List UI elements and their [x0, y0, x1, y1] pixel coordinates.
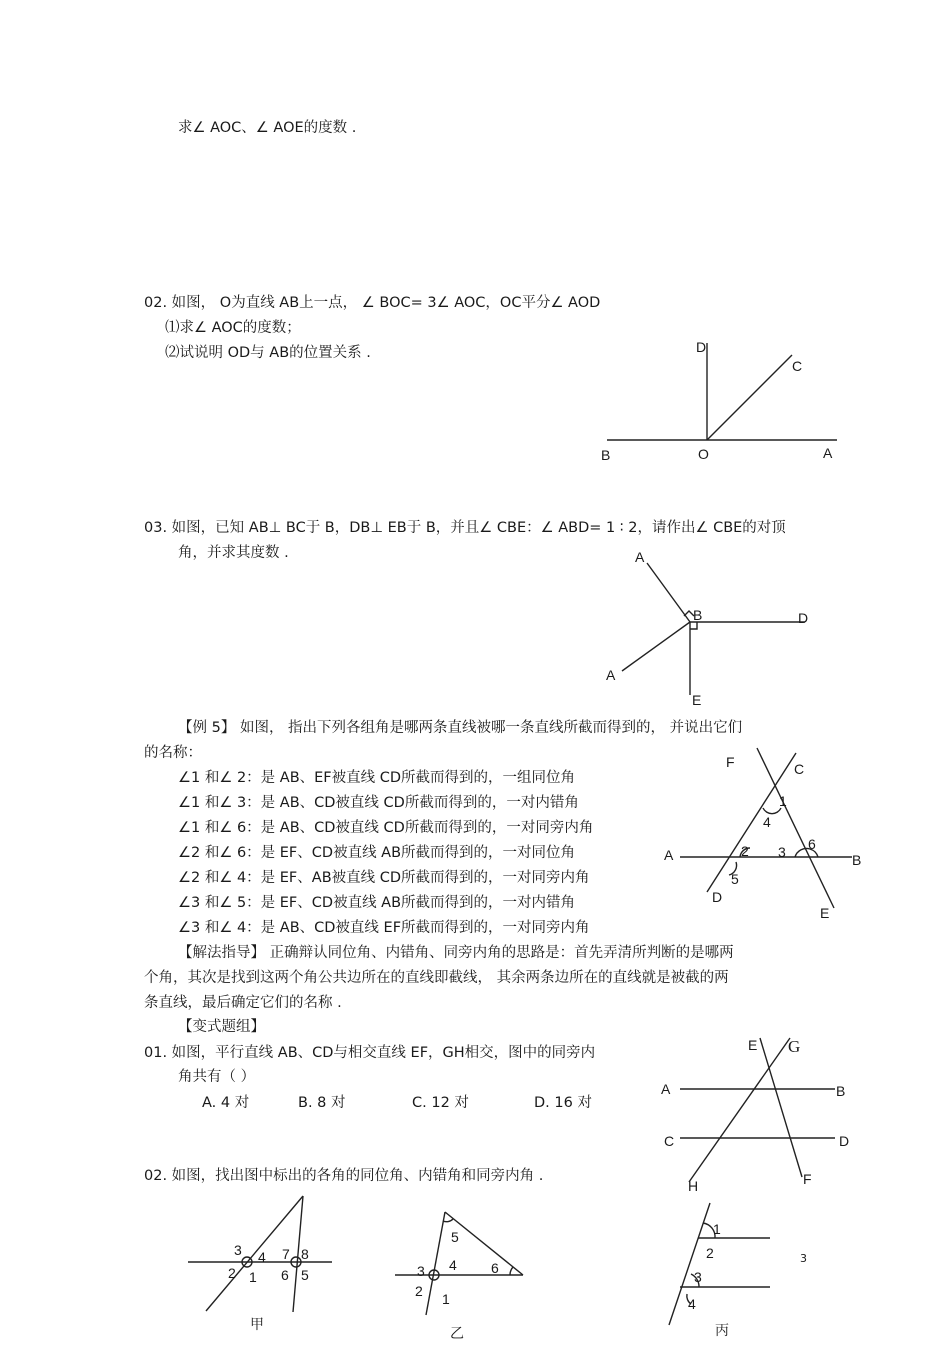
label-e: E — [820, 905, 830, 921]
variant-q1-line1: 01. 如图，平行直线 AB、CD与相交直线 EF，GH相交，图中的同旁内 — [144, 1045, 596, 1061]
variant-q1-figure — [655, 1030, 860, 1195]
label-a: A — [664, 847, 674, 863]
label-d: D — [839, 1133, 850, 1149]
label-c: C — [794, 761, 805, 777]
label-3: 3 — [778, 844, 786, 860]
label-1: 1 — [249, 1269, 257, 1285]
option-d: D. 16 对 — [534, 1095, 592, 1111]
p3-line1: 03. 如图，已知 AB⊥ BC于 B，DB⊥ EB于 B，并且∠ CBE：∠ ABD= 1 ∶ 2，请作出∠ CBE的对顶 — [144, 520, 786, 536]
right-angle-mark — [690, 622, 697, 629]
variant-q2-line1: 02. 如图，找出图中标出的各角的同位角、内错角和同旁内角 . — [144, 1168, 544, 1184]
figure-bing — [660, 1195, 780, 1340]
ex5-guide3: 条直线，最后确定它们的名称 . — [144, 995, 342, 1011]
label-1: 1 — [442, 1291, 450, 1307]
label-e: E — [748, 1037, 758, 1053]
ex5-item: ∠1 和∠ 2：是 AB、EF被直线 CD所截而得到的，一组同位角 — [178, 770, 576, 786]
label-3: 3 — [694, 1269, 702, 1285]
ex5-item: ∠3 和∠ 4：是 AB、CD被直线 EF所截而得到的，一对同旁内角 — [178, 920, 590, 936]
label-4: 4 — [688, 1296, 696, 1312]
label-5: 5 — [301, 1267, 309, 1283]
label-o: O — [698, 446, 709, 462]
label-a-top: A — [635, 549, 645, 565]
p3-figure — [600, 545, 820, 710]
line-cd — [707, 753, 796, 892]
label-3: 3 — [234, 1242, 242, 1258]
variant-q1-line2: 角共有（ ） — [178, 1069, 256, 1085]
p3-line2: 角，并求其度数 . — [178, 545, 289, 561]
label-e: E — [692, 692, 702, 708]
label-6: 6 — [491, 1260, 499, 1276]
label-6: 6 — [808, 836, 816, 852]
label-6: 6 — [281, 1267, 289, 1283]
angle-arc — [443, 1219, 453, 1222]
label-2: 2 — [415, 1283, 423, 1299]
label-8: 8 — [301, 1246, 309, 1262]
label-h: H — [688, 1178, 699, 1194]
ex5-item: ∠1 和∠ 3：是 AB、CD被直线 CD所截而得到的，一对内错角 — [178, 795, 579, 811]
caption-jia: 甲 — [250, 1317, 264, 1333]
ray-oc — [707, 355, 792, 440]
ex5-item: ∠3 和∠ 5：是 EF、CD被直线 AB所截而得到的，一对内错角 — [178, 895, 576, 911]
label-d: D — [798, 610, 809, 626]
ex5-guide2: 个角，其次是找到这两个角公共边所在的直线即截线， 其余两条边所在的直线就是被截的两 — [144, 970, 729, 986]
label-c: C — [664, 1133, 675, 1149]
label-f: F — [803, 1171, 812, 1187]
line-ef — [760, 1038, 802, 1177]
label-f: F — [726, 754, 735, 770]
label-2: 2 — [706, 1245, 714, 1261]
p1-line1: 求∠ AOC、∠ AOE的度数 . — [178, 120, 357, 136]
option-a: A. 4 对 — [202, 1095, 250, 1111]
ex5-guide1: 【解法指导】 正确辩认同位角、内错角、同旁内角的思路是：首先弄清所判断的是哪两 — [178, 945, 734, 961]
label-g: G — [788, 1037, 801, 1056]
ex5-intro2: 的名称： — [144, 745, 202, 761]
label-4: 4 — [763, 814, 771, 830]
label-3: 3 — [417, 1263, 425, 1279]
label-2: 2 — [228, 1265, 236, 1281]
ray-ba-top — [647, 563, 690, 622]
ex5-figure — [660, 745, 870, 925]
ex5-item: ∠1 和∠ 6：是 AB、CD被直线 CD所截而得到的，一对同旁内角 — [178, 820, 594, 836]
label-b: B — [601, 447, 611, 463]
label-b: B — [693, 607, 703, 623]
caption-yi: 乙 — [450, 1326, 464, 1342]
ray-ba-left — [622, 622, 690, 671]
label-4: 4 — [449, 1257, 457, 1273]
figure-yi — [390, 1205, 535, 1345]
figure-jia — [180, 1190, 340, 1340]
p2-figure — [595, 335, 855, 470]
label-a: A — [823, 445, 833, 461]
label-4: 4 — [258, 1249, 266, 1265]
label-b: B — [836, 1083, 846, 1099]
ex5-intro1: 【例 5】 如图， 指出下列各组角是哪两条直线被哪一条直线所截而得到的， 并说出它们 — [178, 720, 743, 736]
page-number: 3 — [800, 1252, 807, 1265]
ex5-item: ∠2 和∠ 6：是 EF、CD被直线 AB所截而得到的，一对同位角 — [178, 845, 576, 861]
p2-line3: ⑵试说明 OD与 AB的位置关系 . — [165, 345, 371, 361]
option-b: B. 8 对 — [298, 1095, 346, 1111]
label-a: A — [661, 1081, 671, 1097]
label-5: 5 — [451, 1229, 459, 1245]
label-2: 2 — [741, 843, 749, 859]
caption-bing: 丙 — [715, 1323, 729, 1339]
label-1: 1 — [779, 793, 787, 809]
p2-line1: 02. 如图， O为直线 AB上一点， ∠ BOC= 3∠ AOC，OC平分∠ AOD — [144, 295, 601, 311]
angle-arc — [510, 1267, 513, 1275]
variants-heading: 【变式题组】 — [178, 1019, 265, 1035]
label-1: 1 — [713, 1221, 721, 1237]
label-7: 7 — [282, 1246, 290, 1262]
label-b: B — [852, 852, 862, 868]
ex5-item: ∠2 和∠ 4：是 EF、AB被直线 CD所截而得到的，一对同旁内角 — [178, 870, 590, 886]
p2-line2: ⑴求∠ AOC的度数； — [165, 320, 301, 336]
label-d: D — [696, 339, 707, 355]
label-d: D — [712, 889, 723, 905]
label-a-left: A — [606, 667, 616, 683]
label-5: 5 — [731, 871, 739, 887]
label-c: C — [792, 358, 803, 374]
option-c: C. 12 对 — [412, 1095, 469, 1111]
line-gh — [689, 1038, 790, 1182]
